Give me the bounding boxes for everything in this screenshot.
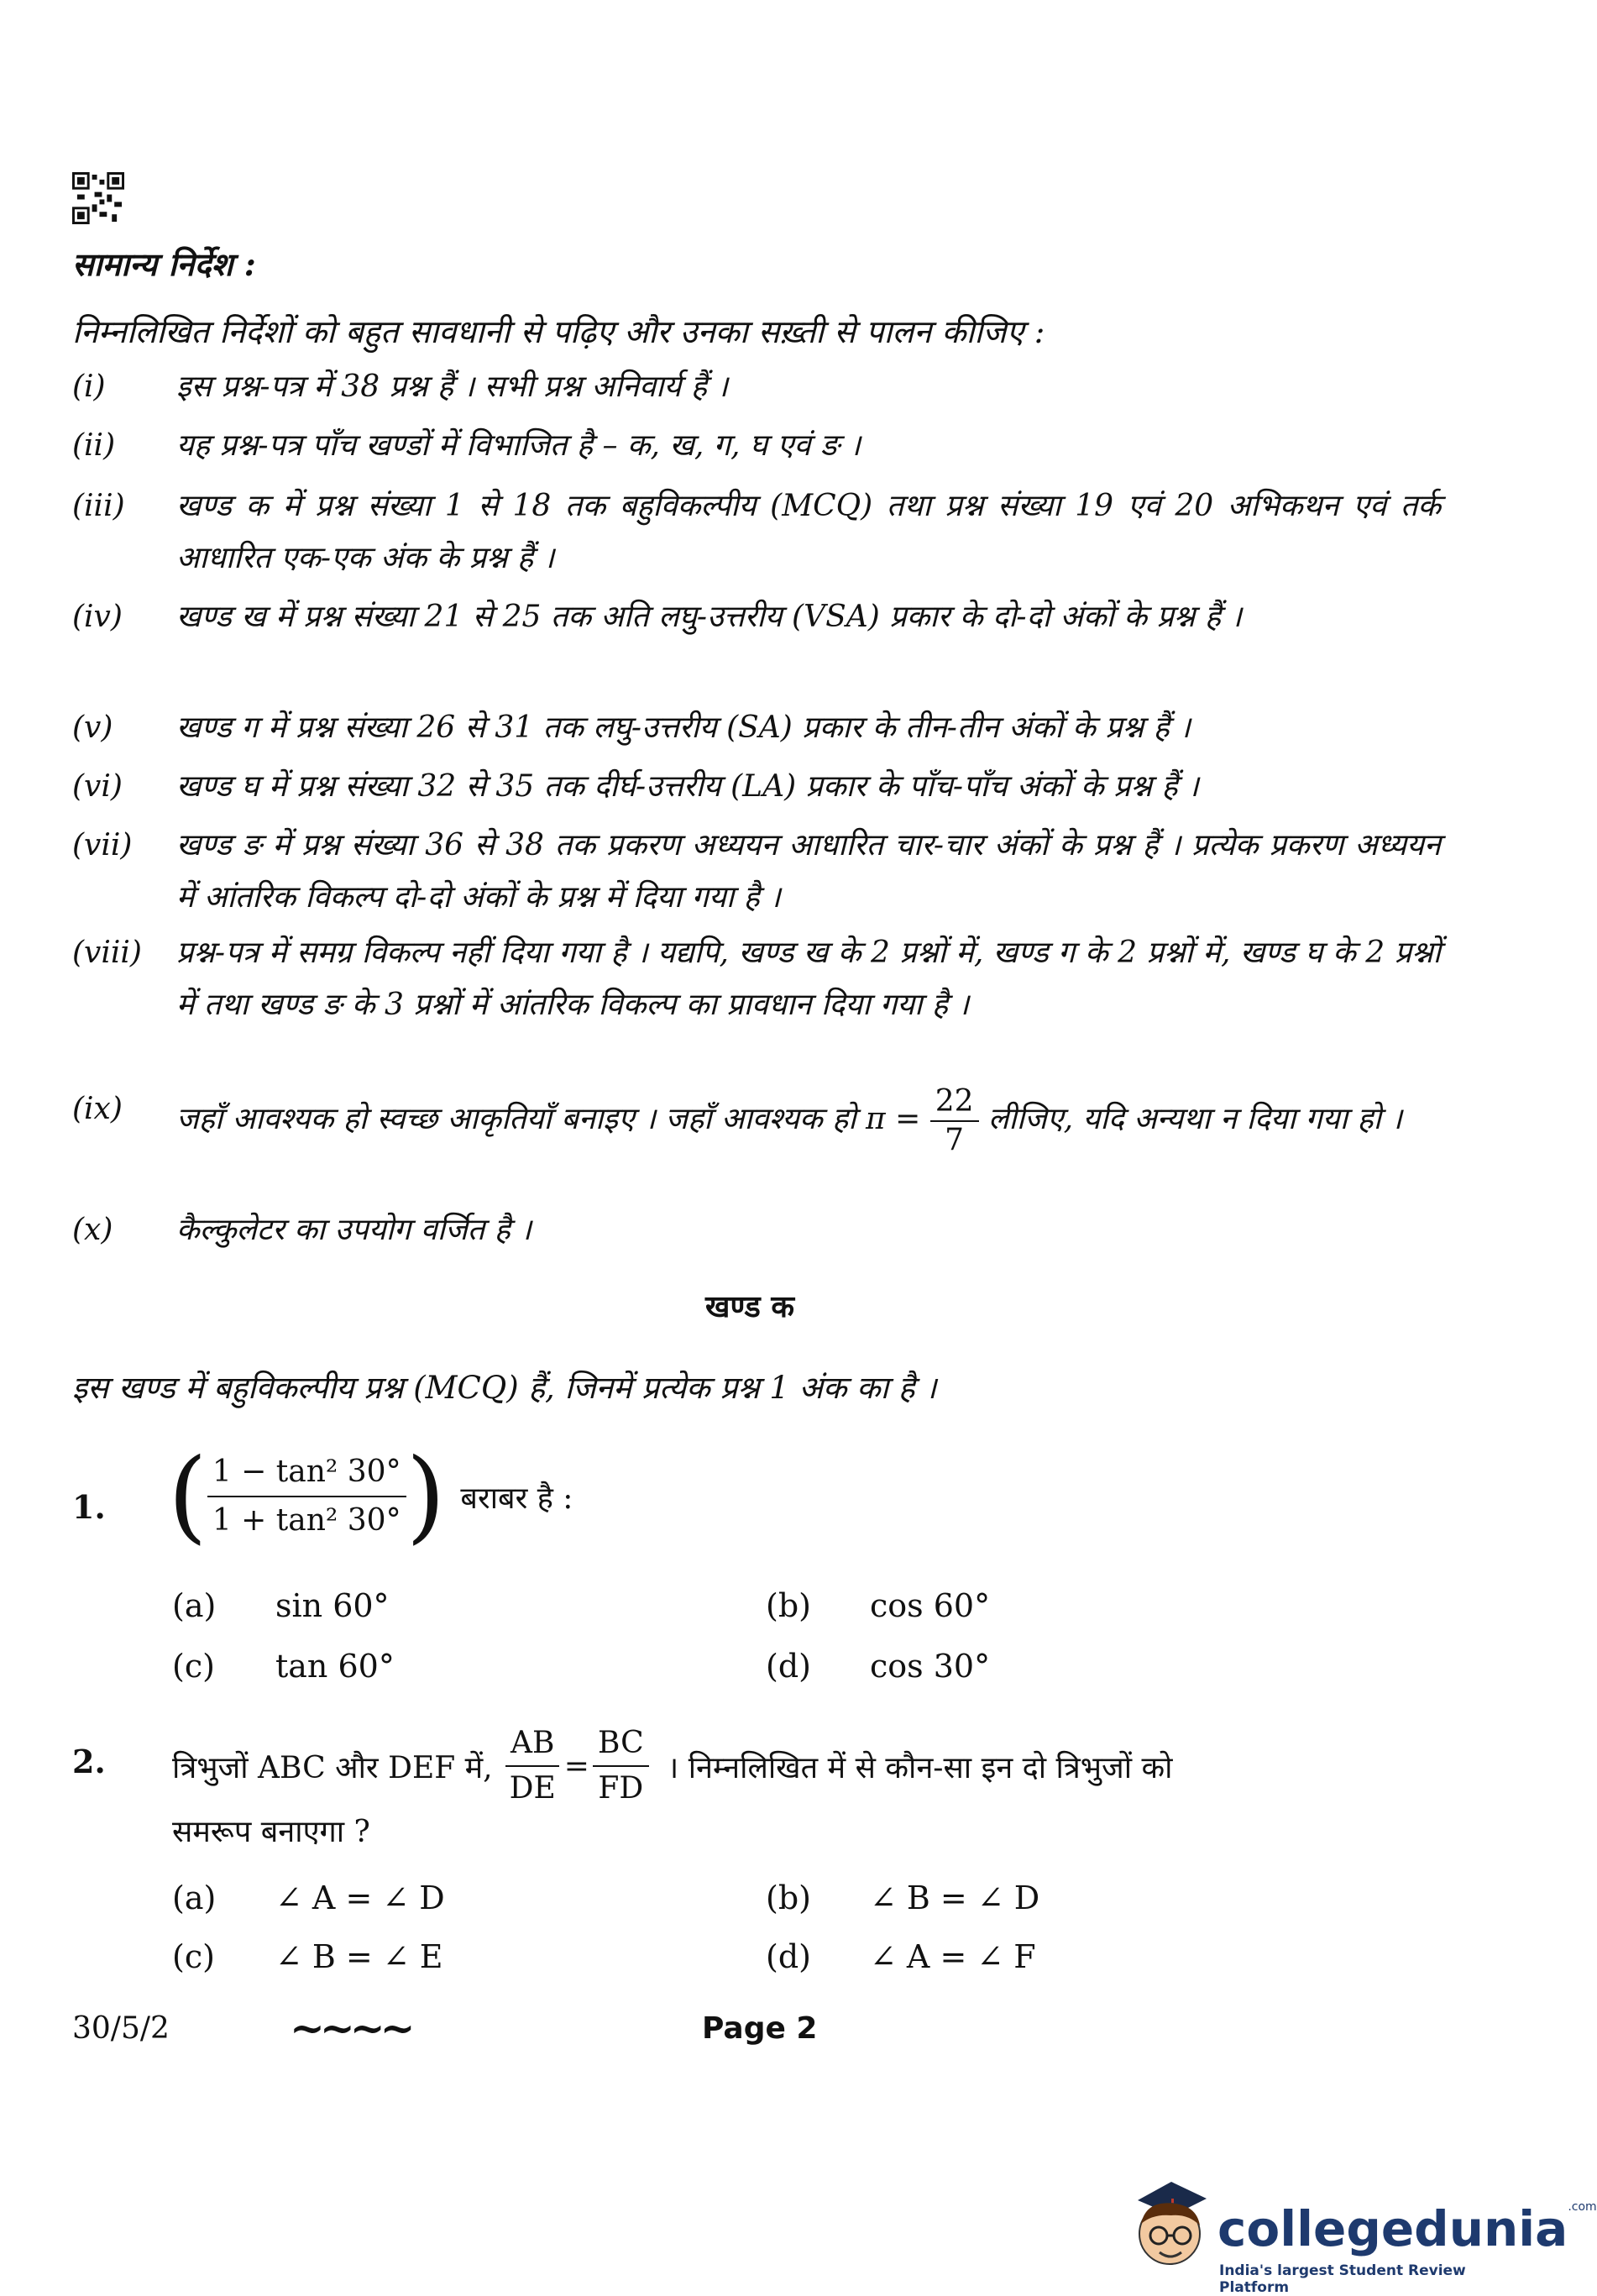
mascot-icon [1113, 2167, 1217, 2280]
option-label: (c) [172, 1648, 215, 1685]
question-suffix: । निम्नलिखित में से कौन-सा इन दो त्रिभुजों को [667, 1750, 1173, 1785]
trig-fraction [207, 1449, 406, 1544]
instruction-item [72, 361, 1441, 413]
brand-suffix: .com [1568, 2200, 1597, 2214]
ratio-fraction-2 [593, 1722, 649, 1811]
instruction-item [72, 1204, 1441, 1256]
left-paren: ( [168, 1438, 207, 1554]
fraction-numerator: AB [505, 1722, 559, 1767]
fraction-denominator: 1 + tan² 30° [212, 1503, 401, 1538]
fraction-numerator: BC [593, 1722, 649, 1767]
instruction-number: (vi) [72, 769, 123, 804]
instruction-number: (i) [72, 370, 106, 404]
option-label: (c) [172, 1938, 215, 1975]
instruction-number: (viii) [72, 936, 142, 970]
question-line-2: समरूप बनाएगा ? [172, 1815, 370, 1849]
instruction-text-before: जहाँ आवश्यक हो स्वच्छ आकृतियाँ बनाइए । जहाँ आवश्यक हो π = [176, 1102, 921, 1136]
question-2-stem [172, 1722, 1432, 1811]
instruction-text [176, 1083, 1441, 1159]
option-label: (b) [766, 1587, 811, 1624]
collegedunia-logo [1217, 2200, 1597, 2257]
fraction-numerator: 22 [930, 1083, 979, 1122]
question-1-stem [168, 1438, 573, 1554]
instruction-text: खण्ड घ में प्रश्न संख्या 32 से 35 तक दीर्घ-उत्तरीय (LA) प्रकार के पाँच-पाँच अंकों के प्रश्न हैं । [176, 769, 1199, 804]
wave-ornament: ~~~~ [290, 2003, 411, 2052]
instruction-number: (iii) [72, 489, 125, 523]
ratio-fraction-1 [505, 1722, 561, 1811]
instruction-text: इस प्रश्न-पत्र में 38 प्रश्न हैं । सभी प्रश्न अनिवार्य हैं । [176, 370, 729, 404]
instruction-text: यह प्रश्न-पत्र पाँच खण्डों में विभाजित है – क, ख, ग, घ एवं ङ । [176, 428, 861, 463]
option-label: (d) [766, 1938, 811, 1975]
brand-name: collegedunia [1217, 2200, 1568, 2257]
option-label: (a) [172, 1587, 217, 1624]
fraction-denominator: DE [509, 1771, 556, 1806]
instruction-item [72, 927, 1441, 1031]
option-text: ∠ A = ∠ F [870, 1938, 1036, 1975]
question-number: 2. [72, 1743, 106, 1780]
section-title: खण्ड क [705, 1289, 794, 1324]
option-text: ∠ B = ∠ E [275, 1938, 443, 1975]
instruction-text: खण्ड ग में प्रश्न संख्या 26 से 31 तक लघु-उत्तरीय (SA) प्रकार के तीन-तीन अंकों के प्रश्न हैं । [176, 710, 1191, 745]
qr-code-icon [72, 172, 124, 224]
instructions-intro: निम्नलिखित निर्देशों को बहुत सावधानी से पढ़िए और उनका सख़्ती से पालन कीजिए : [72, 313, 1045, 350]
instruction-text: खण्ड क में प्रश्न संख्या 1 से 18 तक बहुविकल्पीय (MCQ) तथा प्रश्न संख्या 19 एवं 20 अभिकथन एवं तर्क आधारित एक-एक अंक के प्रश्न हैं । [176, 489, 1441, 575]
section-intro: इस खण्ड में बहुविकल्पीय प्रश्न (MCQ) हैं, जिनमें प्रत्येक प्रश्न 1 अंक का है । [72, 1370, 937, 1406]
option-label: (a) [172, 1879, 217, 1916]
instruction-number: (ix) [72, 1092, 123, 1126]
fraction-denominator: 7 [945, 1123, 965, 1157]
fraction-numerator: 1 − tan² 30° [207, 1449, 406, 1497]
instruction-text: प्रश्न-पत्र में समग्र विकल्प नहीं दिया गया है । यद्यपि, खण्ड ख के 2 प्रश्नों में, खण्ड ग के 2 प्रश्नों में, खण्ड घ के 2 प्रश्नों में तथा खण्ड ङ के 3 प्रश्नों में आंतरिक विकल्प का प्रावधान दिया गया है । [176, 936, 1441, 1022]
fraction-denominator: FD [598, 1771, 644, 1806]
right-paren: ) [406, 1438, 446, 1554]
page-number: Page 2 [702, 2011, 818, 2046]
instruction-number: (v) [72, 710, 113, 745]
instruction-item [72, 420, 1441, 472]
pi-fraction [930, 1083, 979, 1159]
instruction-text-after: लीजिए, यदि अन्यथा न दिया गया हो । [987, 1102, 1403, 1136]
question-prefix: त्रिभुजों ABC और DEF में, [172, 1750, 493, 1785]
option-text: ∠ B = ∠ D [870, 1879, 1040, 1916]
option-text: tan 60° [275, 1648, 395, 1685]
instruction-item [72, 1083, 1441, 1159]
instruction-item [72, 480, 1441, 584]
instructions-heading: सामान्य निर्देश : [72, 245, 256, 283]
option-text: cos 30° [870, 1648, 991, 1685]
instruction-number: (x) [72, 1213, 113, 1247]
option-text: cos 60° [870, 1587, 991, 1624]
instruction-item [72, 702, 1441, 754]
option-label: (b) [766, 1879, 811, 1916]
question-suffix: बराबर है : [460, 1481, 573, 1516]
brand-tagline: India's largest Student Review Platform [1219, 2262, 1466, 2296]
instruction-text: खण्ड ङ में प्रश्न संख्या 36 से 38 तक प्रकरण अध्ययन आधारित चार-चार अंकों के प्रश्न हैं । प्रत्येक प्रकरण अध्ययन में आंतरिक विकल्प दो-दो अंकों के प्रश्न में दिया गया है । [176, 828, 1441, 915]
equals-sign: = [563, 1748, 589, 1784]
instruction-item [72, 761, 1441, 813]
instruction-item [72, 591, 1441, 643]
paper-code: 30/5/2 [72, 2011, 170, 2046]
option-text: ∠ A = ∠ D [275, 1879, 445, 1916]
instruction-number: (iv) [72, 600, 123, 634]
instruction-number: (vii) [72, 828, 133, 862]
option-text: sin 60° [275, 1587, 390, 1624]
instruction-text: खण्ड ख में प्रश्न संख्या 21 से 25 तक अति लघु-उत्तरीय (VSA) प्रकार के दो-दो अंकों के प्रश्न हैं । [176, 600, 1243, 634]
instruction-number: (ii) [72, 428, 116, 463]
question-number: 1. [72, 1488, 106, 1526]
option-label: (d) [766, 1648, 811, 1685]
instruction-item [72, 820, 1441, 924]
instruction-text: कैल्कुलेटर का उपयोग वर्जित है । [176, 1213, 531, 1247]
